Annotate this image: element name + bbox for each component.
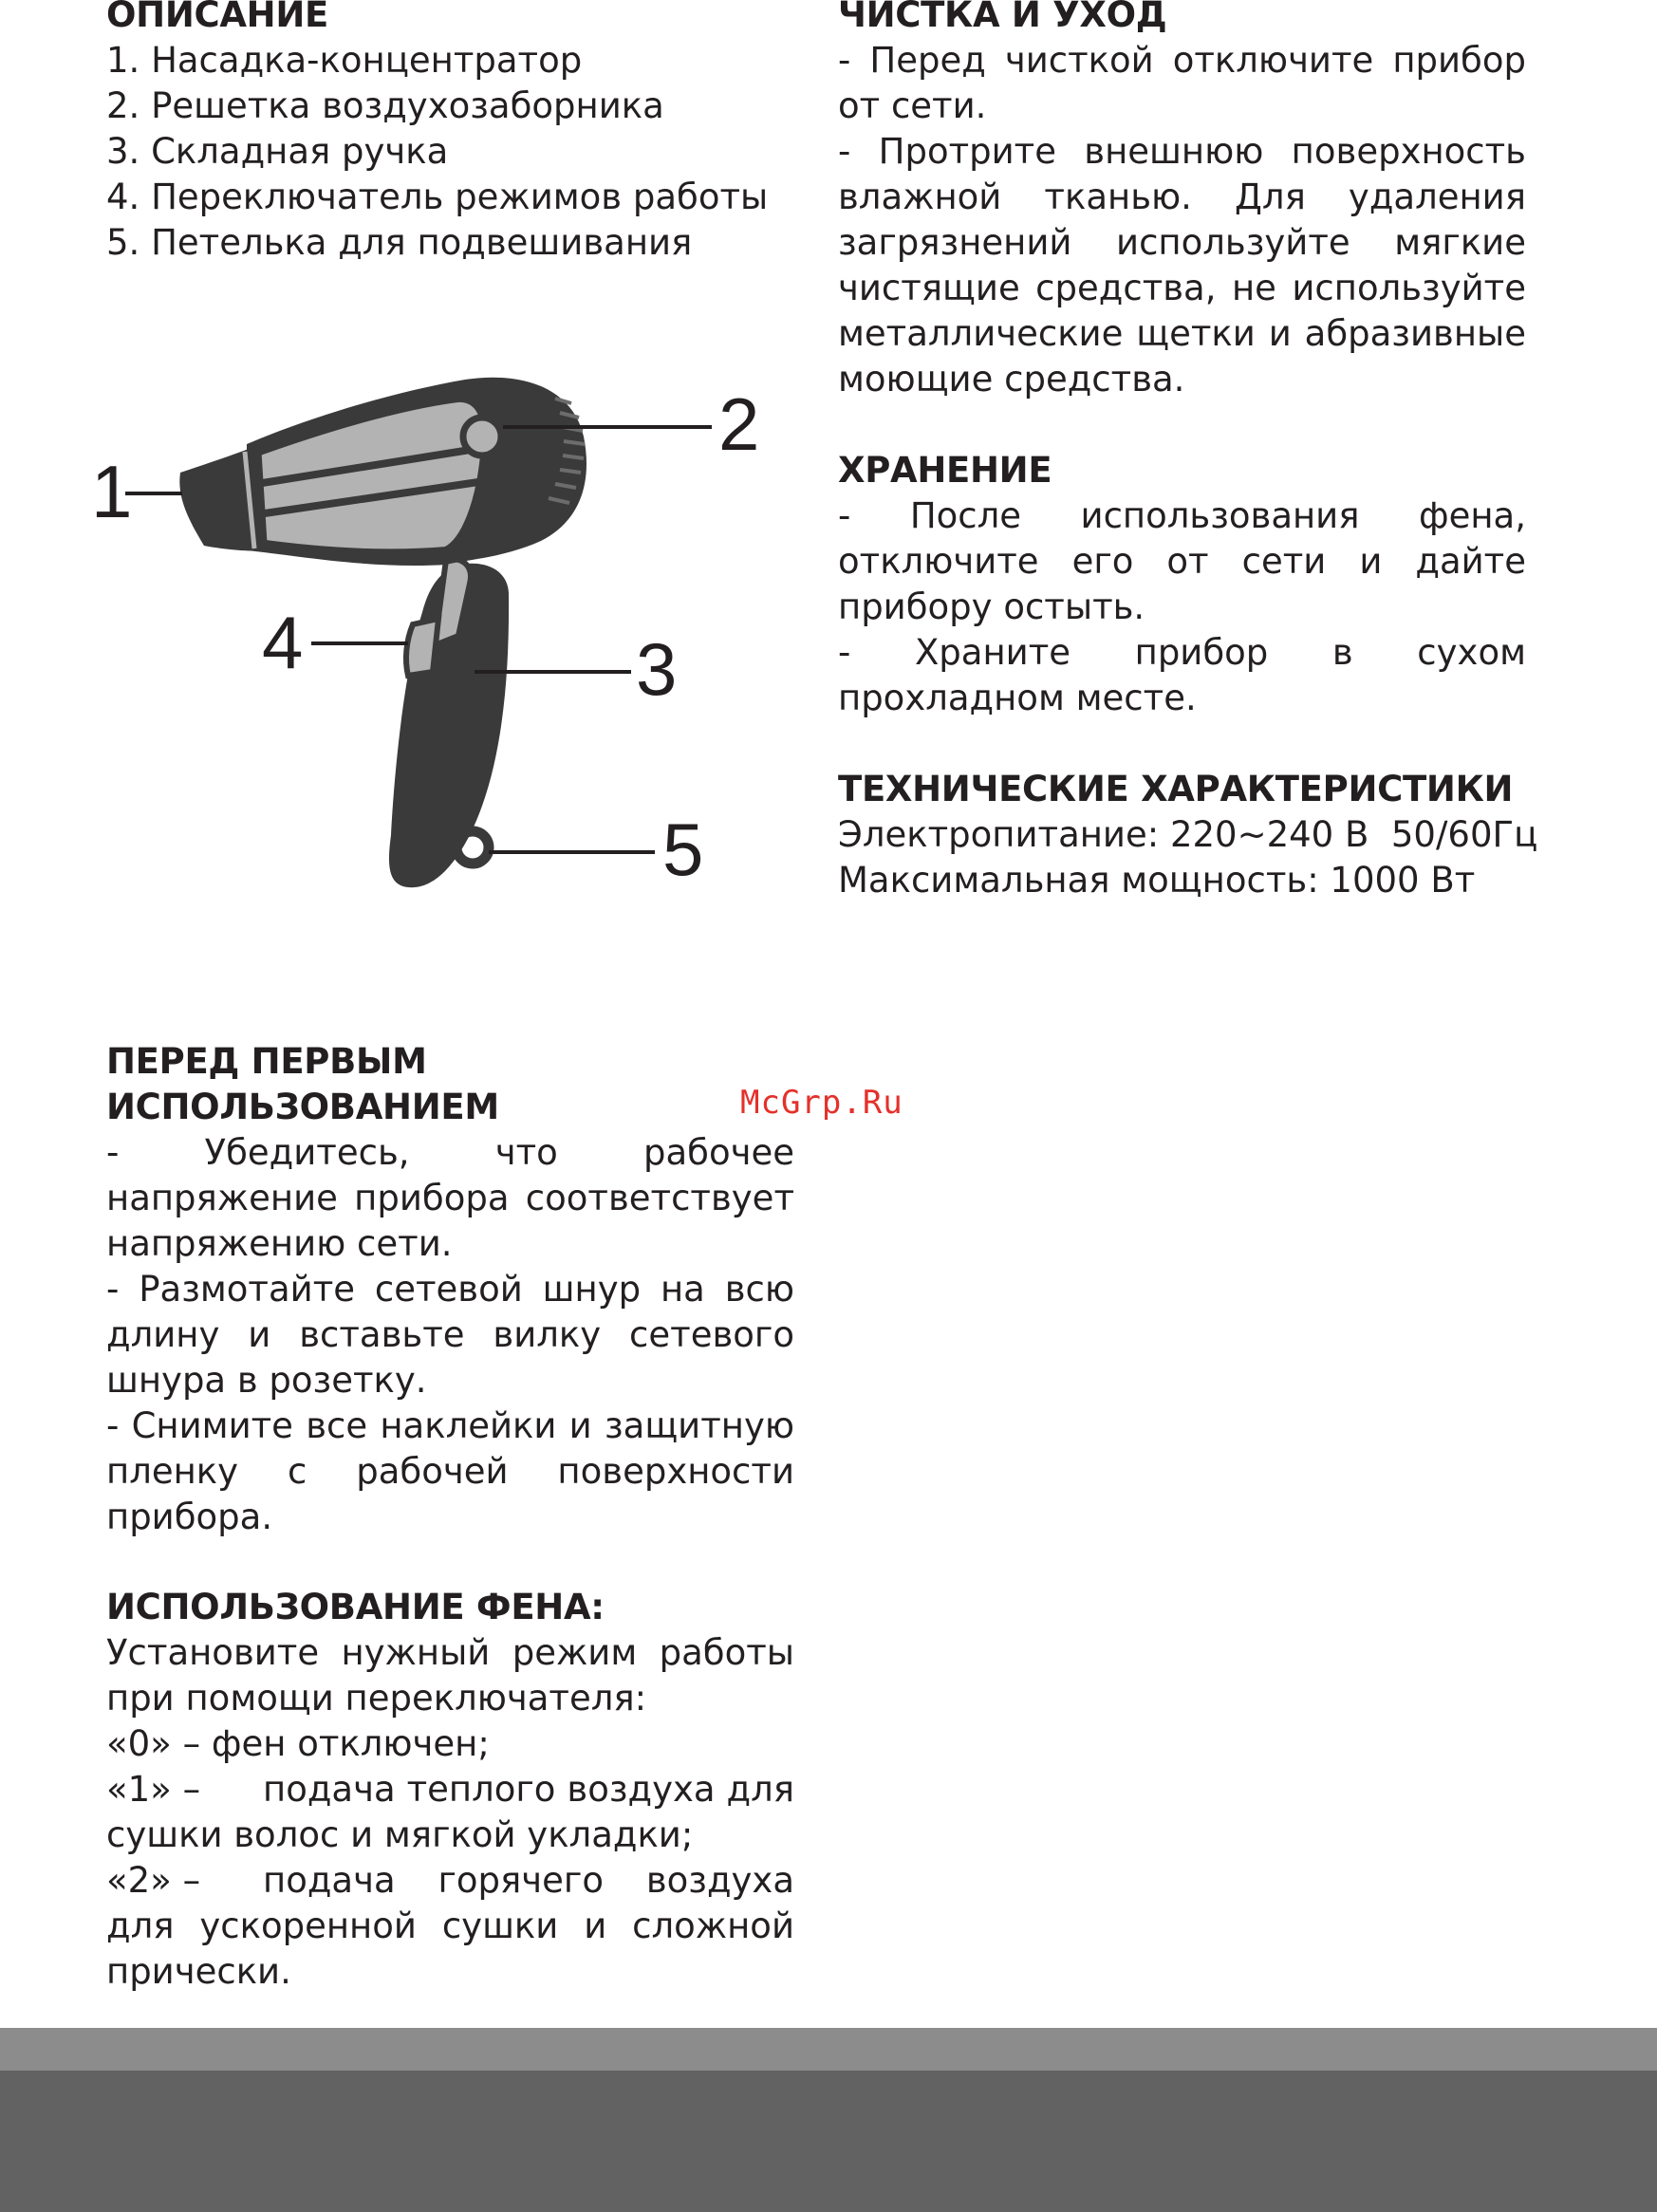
callout-number-4: 4 (262, 601, 304, 684)
storage-paragraph: - Храните прибор в сухом прохладном месте. (838, 632, 1526, 718)
specs-line: Максимальная мощность: 1000 Вт (838, 860, 1476, 901)
before-use-heading: ПЕРЕД ПЕРВЫМ ИСПОЛЬЗОВАНИЕМ (106, 1041, 499, 1127)
usage-mode (106, 1721, 794, 1767)
callout-number-3: 3 (636, 627, 678, 711)
description-section (106, 0, 790, 266)
description-item: 1. Насадка-концентратор (106, 40, 583, 81)
mode-switch (406, 619, 438, 676)
description-item: 5. Петелька для подвешивания (106, 222, 693, 263)
storage-heading: ХРАНЕНИЕ (838, 450, 1052, 491)
specs-line: Электропитание: 220~240 В 50/60Гц (838, 814, 1538, 855)
cleaning-heading: ЧИСТКА И УХОД (838, 0, 1167, 35)
description-heading: ОПИСАНИЕ (106, 0, 328, 35)
hairdryer-diagram (85, 370, 788, 902)
footer-band-dark (0, 2071, 1657, 2212)
right-column (838, 0, 1538, 903)
mode-text: подача горячего воздуха для ускоренной сушки и сложной прически. (106, 1860, 794, 1992)
footer-band-light (0, 2028, 1657, 2071)
before-use-paragraph: - Размотайте сетевой шнур на всю длину и вставьте вилку сетевого шнура в розетку. (106, 1269, 794, 1401)
usage-mode (106, 1767, 794, 1858)
callout-number-1: 1 (91, 450, 133, 533)
usage-intro: Установите нужный режим работы при помощи переключателя: (106, 1632, 794, 1719)
description-item: 2. Решетка воздухозаборника (106, 85, 664, 126)
mode-text: фен отключен; (211, 1723, 490, 1764)
mode-key: «2» – (106, 1860, 201, 1901)
mode-text: подача теплого воздуха для сушки волос и мягкой укладки; (106, 1769, 794, 1855)
callout-number-5: 5 (662, 808, 704, 891)
cleaning-paragraph: - Перед чисткой отключите прибор от сети. (838, 40, 1526, 126)
rear-knob (463, 418, 501, 455)
before-use-paragraph: - Убедитесь, что рабочее напряжение прибора соответствует напряжению сети. (106, 1132, 794, 1264)
usage-mode (106, 1858, 794, 1995)
cleaning-paragraph: - Протрите внешнюю поверхность влажной тканью. Для удаления загрязнений используйте мягкие чистящие средства, не используйте металлические щетки и абразивные моющие средства. (838, 131, 1526, 400)
callout-number-2: 2 (718, 382, 760, 466)
before-use-section (106, 1039, 794, 1540)
mode-key: «0» – (106, 1723, 201, 1764)
before-use-paragraph: - Снимите все наклейки и защитную пленку с рабочей поверхности прибора. (106, 1405, 794, 1537)
specs-heading: ТЕХНИЧЕСКИЕ ХАРАКТЕРИСТИКИ (838, 769, 1514, 809)
mode-key: «1» – (106, 1769, 201, 1810)
description-item: 3. Складная ручка (106, 131, 449, 172)
usage-heading: ИСПОЛЬЗОВАНИЕ ФЕНА: (106, 1587, 605, 1627)
description-item: 4. Переключатель режимов работы (106, 177, 769, 217)
usage-section (106, 1585, 794, 1995)
storage-paragraph: - После использования фена, отключите его от сети и дайте прибору остыть. (838, 495, 1526, 627)
watermark: McGrp.Ru (740, 1084, 903, 1122)
